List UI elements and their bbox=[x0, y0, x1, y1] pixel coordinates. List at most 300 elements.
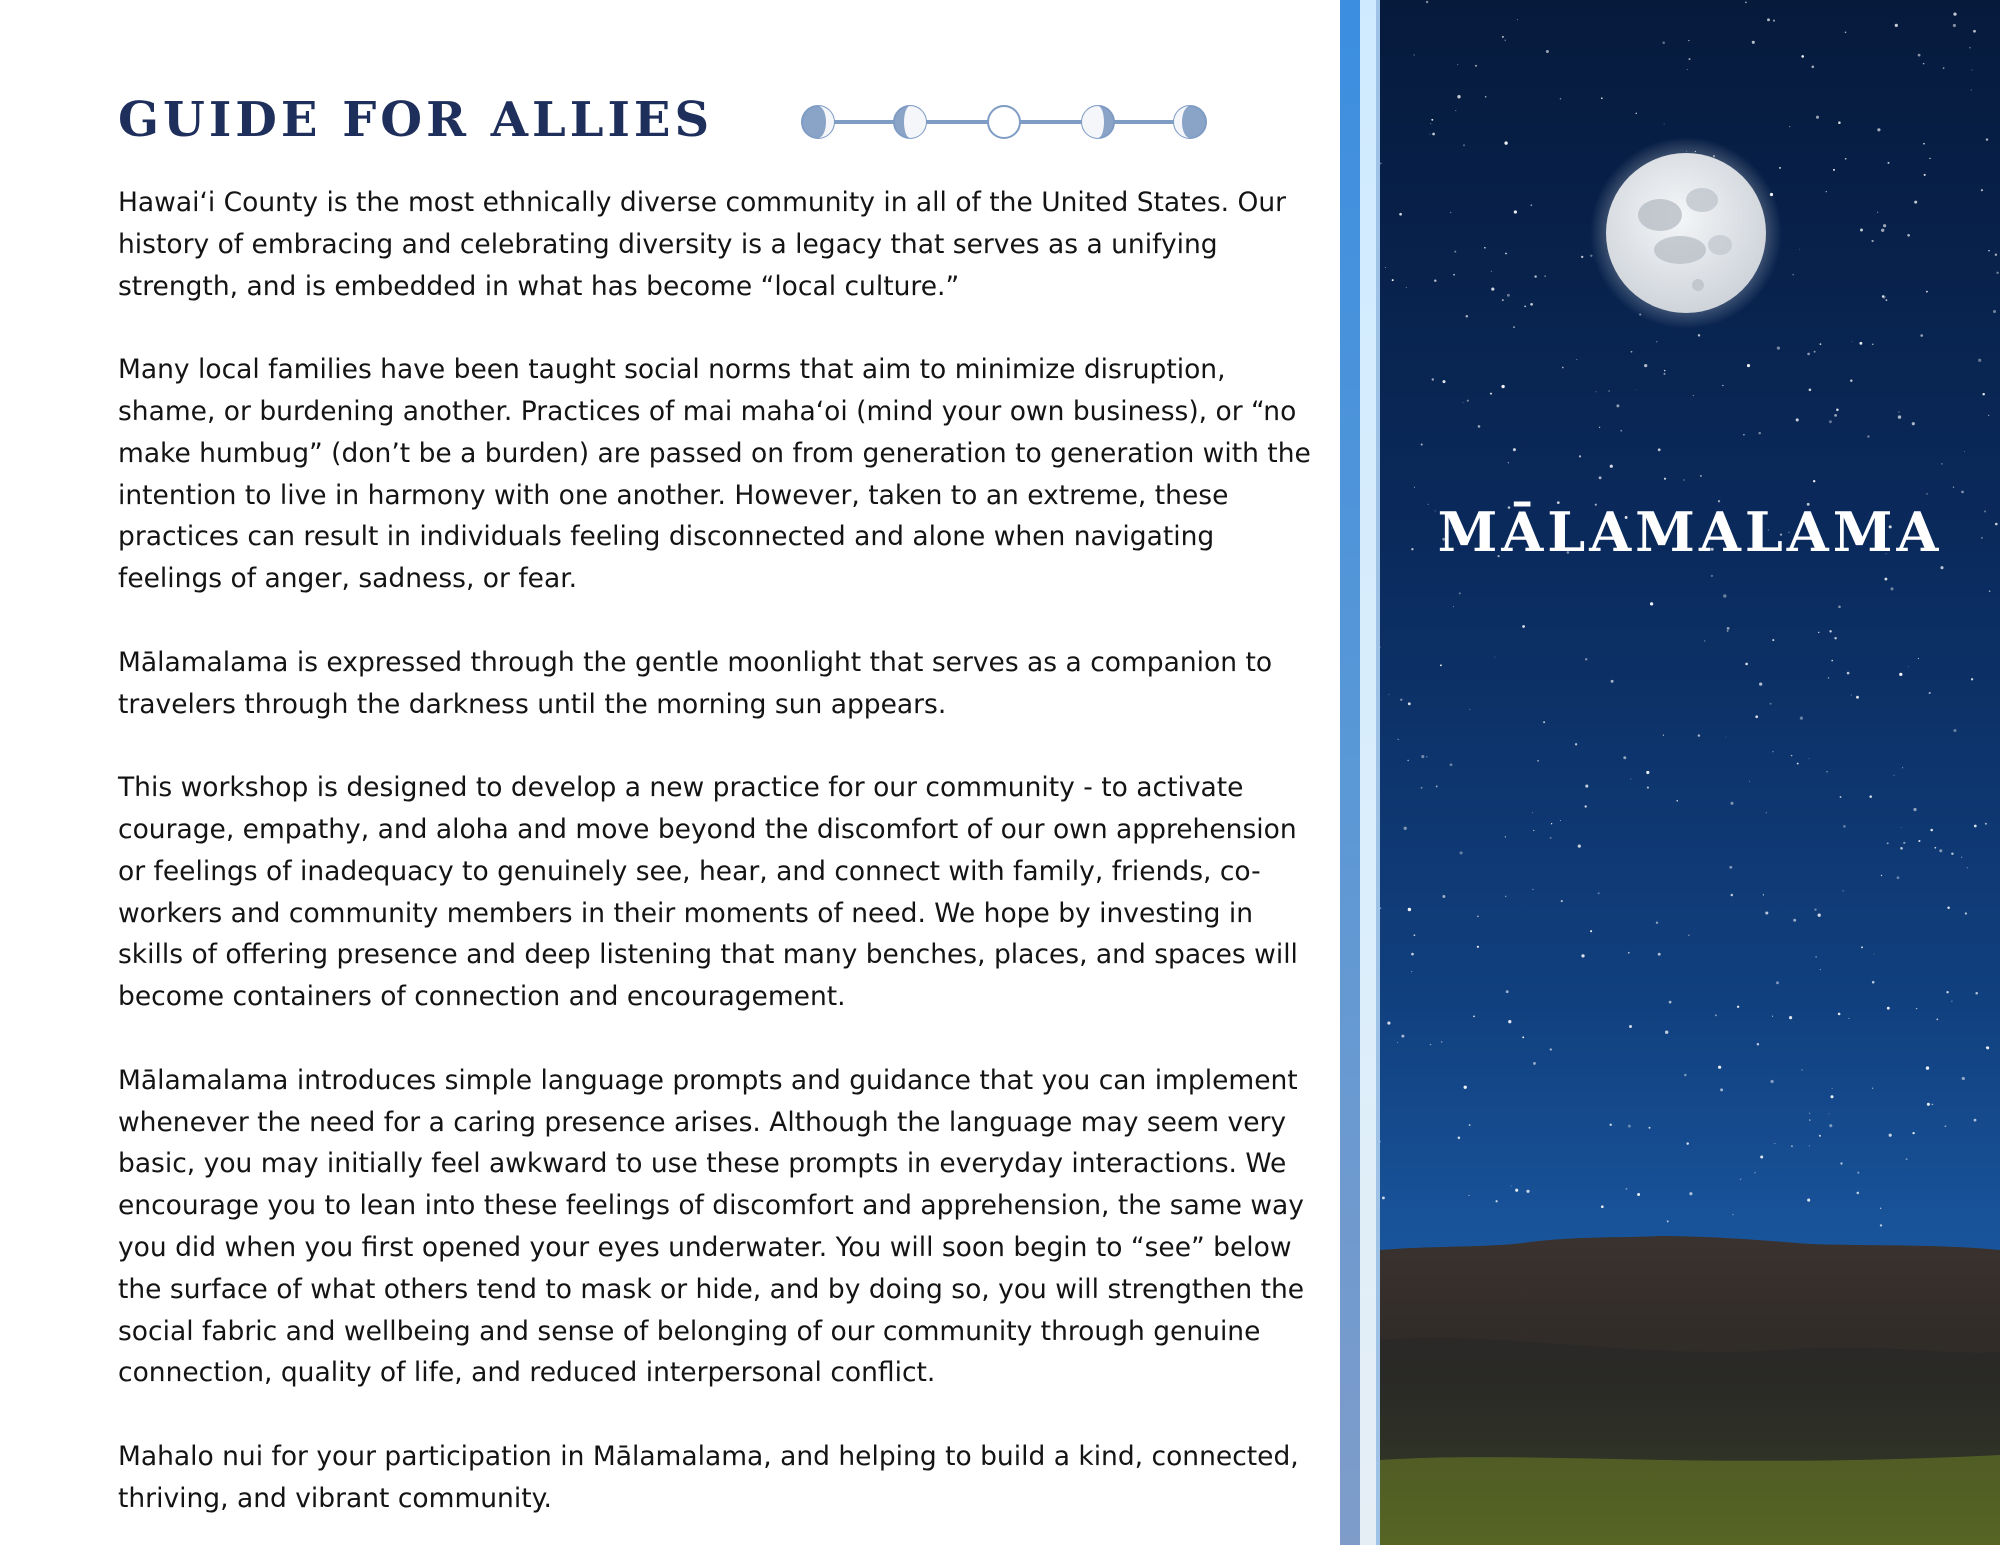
star bbox=[1792, 274, 1794, 276]
star bbox=[1508, 1020, 1511, 1023]
star bbox=[1408, 908, 1411, 911]
star bbox=[1397, 1042, 1398, 1043]
star bbox=[1906, 1158, 1908, 1160]
star bbox=[1793, 919, 1796, 922]
star bbox=[1965, 912, 1967, 914]
star bbox=[1886, 299, 1888, 301]
star bbox=[1800, 716, 1803, 719]
star bbox=[1760, 1156, 1763, 1159]
star bbox=[1434, 279, 1436, 281]
star bbox=[1740, 1179, 1742, 1181]
star bbox=[1914, 201, 1917, 204]
star bbox=[1845, 158, 1847, 160]
star bbox=[1745, 663, 1748, 666]
star bbox=[1676, 800, 1678, 802]
star bbox=[1789, 1016, 1792, 1019]
star bbox=[1818, 632, 1820, 634]
star bbox=[1453, 606, 1454, 607]
star bbox=[1791, 1145, 1793, 1147]
star bbox=[1469, 709, 1470, 710]
star bbox=[1421, 755, 1424, 758]
star bbox=[1978, 359, 1981, 362]
star bbox=[1436, 785, 1438, 787]
star bbox=[1514, 210, 1517, 213]
star bbox=[1767, 18, 1770, 21]
star bbox=[1985, 823, 1987, 825]
star bbox=[1458, 1137, 1461, 1140]
star bbox=[1400, 699, 1402, 701]
star bbox=[1647, 787, 1649, 789]
paragraph-language-prompts: Mālamalama introduces simple language prompts and guidance that you can implement whenever the need for a caring presence arises. Although the language may seem very basic, you may initially feel awkward to use these prompts in everyday interactions. We encourage you to lean into these feelings of discomfort and apprehension, the same way you did when you first opened your eyes underwater. You will soon begin to “see” below the surface of what others tend to mask or hide, and by doing so, you will strengthen the social fabric and wellbeing and sense of belonging of our community through genuine connection, quality of life, and reduced interpersonal conflict. bbox=[118, 1064, 1305, 1389]
star bbox=[1881, 875, 1882, 876]
star bbox=[1501, 385, 1504, 388]
star bbox=[1477, 915, 1479, 917]
star bbox=[1972, 70, 1973, 71]
star bbox=[1926, 1066, 1929, 1069]
star bbox=[1927, 1103, 1930, 1106]
star bbox=[1729, 866, 1732, 869]
star bbox=[1550, 1048, 1552, 1050]
star bbox=[1953, 729, 1956, 732]
star bbox=[1961, 857, 1962, 858]
star bbox=[1813, 480, 1815, 482]
star bbox=[1608, 390, 1610, 392]
star bbox=[1407, 760, 1408, 761]
star bbox=[1662, 41, 1665, 44]
star bbox=[1704, 640, 1706, 642]
star bbox=[1874, 953, 1875, 954]
star bbox=[1887, 162, 1889, 164]
star bbox=[1581, 954, 1584, 957]
star bbox=[1759, 682, 1762, 685]
star bbox=[1901, 827, 1902, 828]
star bbox=[1801, 55, 1804, 58]
star bbox=[1644, 364, 1647, 367]
star bbox=[1754, 1172, 1755, 1173]
star bbox=[1777, 346, 1780, 349]
star bbox=[1907, 234, 1910, 237]
star bbox=[1807, 1199, 1810, 1202]
star bbox=[1609, 1124, 1611, 1126]
star bbox=[1669, 1001, 1672, 1004]
star bbox=[1725, 737, 1726, 738]
star bbox=[1936, 1019, 1938, 1021]
star bbox=[1693, 395, 1694, 396]
star bbox=[1429, 134, 1430, 135]
star bbox=[1939, 849, 1942, 852]
star bbox=[1953, 487, 1954, 488]
star bbox=[1667, 1220, 1669, 1222]
star bbox=[1466, 315, 1469, 318]
star bbox=[1464, 1086, 1467, 1089]
star bbox=[1723, 594, 1726, 597]
star bbox=[1815, 956, 1817, 958]
star bbox=[1828, 1113, 1829, 1114]
star bbox=[1913, 808, 1916, 811]
star bbox=[1665, 1031, 1668, 1034]
star bbox=[1926, 493, 1927, 494]
star bbox=[1430, 1044, 1432, 1046]
star bbox=[1908, 666, 1909, 667]
star bbox=[1610, 465, 1613, 468]
star bbox=[1898, 415, 1901, 418]
star bbox=[1893, 775, 1894, 776]
star bbox=[1526, 1190, 1529, 1193]
star bbox=[1962, 1077, 1965, 1080]
star bbox=[1457, 64, 1458, 65]
star bbox=[1974, 1119, 1977, 1122]
star bbox=[1628, 952, 1630, 954]
star bbox=[1550, 837, 1552, 839]
star bbox=[1637, 1193, 1640, 1196]
star bbox=[1737, 1006, 1739, 1008]
paragraph-moonlight: Mālamalama is expressed through the gentle moonlight that serves as a companion to travelers through the darkness until the morning sun appears. bbox=[118, 646, 1273, 720]
star bbox=[1859, 342, 1862, 345]
star bbox=[1923, 143, 1925, 145]
accent-stripe-blue bbox=[1340, 0, 1360, 1545]
star bbox=[1912, 1132, 1914, 1134]
waxing-gibbous-icon bbox=[802, 106, 834, 138]
star bbox=[1828, 677, 1829, 678]
star bbox=[1551, 823, 1552, 824]
star bbox=[1414, 54, 1415, 55]
star bbox=[1515, 1189, 1518, 1192]
star bbox=[1664, 124, 1665, 125]
star bbox=[1945, 1125, 1947, 1127]
paragraph-intro: Hawaiʻi County is the most ethnically diverse community in all of the United States. Our history of embracing and celebrating diversity is a legacy that serves as a unifying strength, and is embedded in what has become “local culture.” bbox=[118, 187, 1287, 302]
star bbox=[1411, 971, 1412, 972]
night-sky-illustration bbox=[1380, 0, 2000, 1545]
star bbox=[1895, 24, 1898, 27]
star bbox=[1460, 851, 1463, 854]
star bbox=[1889, 1134, 1892, 1137]
star bbox=[1851, 695, 1852, 696]
star bbox=[1467, 400, 1469, 402]
star bbox=[1926, 291, 1928, 293]
star bbox=[1598, 892, 1600, 894]
star bbox=[1505, 896, 1507, 898]
star bbox=[1749, 781, 1750, 782]
star bbox=[1544, 276, 1545, 277]
star bbox=[1631, 351, 1633, 353]
star bbox=[1745, 1, 1747, 3]
star bbox=[1986, 1047, 1987, 1048]
star bbox=[1561, 900, 1563, 902]
star bbox=[1974, 825, 1977, 828]
star bbox=[1727, 627, 1730, 630]
star bbox=[1450, 763, 1453, 766]
star bbox=[1442, 895, 1445, 898]
star bbox=[1491, 271, 1492, 272]
star bbox=[1727, 630, 1729, 632]
star bbox=[1686, 1142, 1688, 1144]
star bbox=[1688, 40, 1689, 41]
star bbox=[1715, 1014, 1717, 1016]
star bbox=[1440, 664, 1442, 666]
star bbox=[1871, 240, 1873, 242]
star bbox=[1779, 167, 1781, 169]
star bbox=[1463, 402, 1464, 403]
body-text bbox=[118, 182, 1318, 1561]
star bbox=[1872, 981, 1875, 984]
star bbox=[1562, 367, 1564, 369]
star bbox=[1484, 247, 1486, 249]
star bbox=[1771, 1080, 1774, 1083]
star bbox=[1832, 1088, 1833, 1089]
star bbox=[1946, 991, 1948, 993]
star bbox=[1820, 343, 1822, 345]
star bbox=[1623, 756, 1626, 759]
star bbox=[1454, 251, 1456, 253]
star bbox=[1796, 418, 1799, 421]
star bbox=[1532, 812, 1533, 813]
star bbox=[1599, 476, 1602, 479]
star bbox=[1649, 1127, 1651, 1129]
star bbox=[1951, 852, 1953, 854]
star bbox=[1485, 96, 1487, 98]
star bbox=[1508, 462, 1509, 463]
last-quarter-icon bbox=[1082, 106, 1114, 138]
star bbox=[1877, 212, 1878, 213]
star bbox=[1630, 779, 1631, 780]
star bbox=[1502, 299, 1504, 301]
star bbox=[1646, 771, 1649, 774]
star bbox=[1988, 415, 1989, 416]
star bbox=[1596, 391, 1597, 392]
star bbox=[1522, 625, 1525, 628]
star bbox=[1834, 414, 1837, 417]
first-quarter-icon bbox=[894, 106, 926, 138]
star bbox=[1755, 715, 1758, 718]
star bbox=[1834, 637, 1836, 639]
star bbox=[1872, 1088, 1873, 1089]
star bbox=[1850, 379, 1852, 381]
page-title: GUIDE FOR ALLIES bbox=[118, 92, 714, 148]
star bbox=[1532, 889, 1534, 891]
star bbox=[1585, 785, 1588, 788]
star bbox=[1522, 1036, 1524, 1038]
star bbox=[1809, 1119, 1811, 1121]
moon-phases-divider bbox=[798, 102, 1210, 142]
star bbox=[1887, 1007, 1890, 1010]
star bbox=[1897, 876, 1900, 879]
star bbox=[1902, 767, 1903, 768]
star bbox=[1401, 1035, 1404, 1038]
star bbox=[1543, 721, 1545, 723]
star bbox=[1585, 805, 1587, 807]
star bbox=[1747, 364, 1750, 367]
star bbox=[1833, 169, 1835, 171]
star bbox=[1789, 126, 1790, 127]
star bbox=[1826, 771, 1827, 772]
star bbox=[1842, 890, 1843, 891]
star bbox=[1629, 1025, 1632, 1028]
star bbox=[1918, 658, 1919, 659]
star bbox=[1590, 255, 1592, 257]
star bbox=[1752, 41, 1755, 44]
star bbox=[1601, 97, 1603, 99]
star bbox=[1426, 1, 1428, 3]
star bbox=[1971, 678, 1973, 680]
star bbox=[1940, 566, 1943, 569]
star bbox=[1530, 303, 1533, 306]
star bbox=[1988, 250, 1989, 251]
star bbox=[1453, 274, 1455, 276]
paragraph-social-norms: Many local families have been taught social norms that aim to minimize disruption, shame, or burdening another. Practices of mai mahaʻoi (mind your own business), or “no make humbug” (don’t be a burden) are passed on from generation to generation with the intention to live in harmony with one another. However, taken to an extreme, these practices can result in individuals feeling disconnected and alone when navigating feelings of anger, sadness, or fear. bbox=[118, 354, 1311, 595]
star bbox=[1442, 380, 1445, 383]
star bbox=[1996, 272, 1998, 274]
star bbox=[1986, 138, 1988, 140]
star bbox=[1801, 1069, 1802, 1070]
star bbox=[1799, 249, 1800, 250]
star bbox=[1770, 703, 1772, 705]
star bbox=[1961, 491, 1964, 494]
star bbox=[1819, 1135, 1821, 1137]
star bbox=[1473, 1016, 1475, 1018]
star bbox=[1812, 66, 1815, 69]
star bbox=[1887, 842, 1889, 844]
star bbox=[1404, 827, 1407, 830]
star bbox=[1971, 89, 1972, 90]
star bbox=[1733, 1214, 1734, 1215]
star bbox=[1432, 378, 1434, 380]
star bbox=[1860, 229, 1863, 232]
star bbox=[1459, 592, 1461, 594]
star bbox=[1898, 411, 1899, 412]
star bbox=[1698, 334, 1700, 336]
star bbox=[1658, 448, 1661, 451]
star bbox=[1382, 1196, 1385, 1199]
star bbox=[1636, 389, 1637, 390]
star bbox=[1664, 478, 1666, 480]
star bbox=[1840, 1162, 1842, 1164]
star bbox=[1967, 867, 1968, 868]
star bbox=[1507, 294, 1510, 297]
side-panel-title: MĀLAMALAMA bbox=[1437, 500, 1943, 564]
star bbox=[1502, 36, 1504, 38]
star bbox=[1883, 224, 1886, 227]
accent-stripe-light bbox=[1360, 0, 1376, 1545]
star bbox=[1513, 326, 1515, 328]
star bbox=[1469, 1124, 1471, 1126]
star bbox=[1477, 946, 1479, 948]
star bbox=[1650, 602, 1653, 605]
star bbox=[1924, 174, 1926, 176]
star bbox=[1929, 158, 1930, 159]
star bbox=[1687, 69, 1688, 70]
star bbox=[1840, 796, 1842, 798]
star bbox=[1684, 479, 1685, 480]
star bbox=[1995, 254, 1997, 256]
star bbox=[1776, 981, 1779, 984]
star bbox=[1772, 751, 1773, 752]
star bbox=[1774, 1143, 1775, 1144]
star bbox=[1408, 702, 1411, 705]
star bbox=[1912, 422, 1915, 425]
star bbox=[1772, 1016, 1773, 1017]
star bbox=[1620, 430, 1622, 432]
star bbox=[1807, 353, 1810, 356]
star bbox=[1934, 847, 1936, 849]
paragraph-workshop: This workshop is designed to develop a new practice for our community - to activate courage, empathy, and aloha and move beyond the discomfort of our own apprehension or feelings of inadequacy to genuinely see, hear, and connect with family, friends, co-workers and community members in their moments of need. We hope by investing in skills of offering presence and deep listening that many benches, places, and spaces will become containers of connection and encouragement. bbox=[118, 772, 1298, 1013]
star bbox=[1385, 267, 1386, 268]
star bbox=[1585, 658, 1587, 660]
star bbox=[1513, 448, 1516, 451]
star bbox=[1890, 587, 1893, 590]
star bbox=[1414, 487, 1415, 488]
star bbox=[1537, 760, 1539, 762]
star bbox=[1838, 121, 1841, 124]
star bbox=[1380, 1141, 1381, 1143]
star bbox=[1809, 1113, 1810, 1114]
star bbox=[1989, 590, 1991, 592]
star bbox=[1494, 657, 1495, 658]
star bbox=[1916, 1008, 1917, 1009]
star bbox=[1763, 894, 1764, 895]
star bbox=[1847, 672, 1850, 675]
star bbox=[1392, 279, 1394, 281]
star bbox=[1730, 802, 1733, 805]
waning-gibbous-icon bbox=[1174, 106, 1206, 138]
night-sky-full-moon-icon bbox=[1380, 0, 2000, 1545]
star bbox=[1884, 578, 1887, 581]
star bbox=[1663, 373, 1665, 375]
star bbox=[1534, 275, 1536, 277]
star bbox=[1877, 128, 1880, 131]
star bbox=[1797, 763, 1799, 765]
star bbox=[1636, 113, 1637, 114]
star bbox=[1560, 820, 1561, 821]
star bbox=[1628, 1125, 1631, 1128]
star bbox=[1722, 385, 1723, 386]
star bbox=[1900, 847, 1903, 850]
star bbox=[1663, 735, 1664, 736]
star bbox=[1599, 427, 1600, 428]
star bbox=[1689, 1192, 1692, 1195]
star bbox=[1809, 1145, 1810, 1146]
star bbox=[1964, 451, 1965, 452]
star bbox=[1578, 844, 1581, 847]
star bbox=[1430, 123, 1431, 124]
star bbox=[1575, 743, 1577, 745]
star bbox=[1504, 141, 1507, 144]
star bbox=[1626, 1188, 1628, 1190]
full-moon-icon bbox=[988, 106, 1020, 138]
star bbox=[1969, 47, 1970, 48]
star bbox=[1688, 58, 1690, 60]
star bbox=[1941, 463, 1943, 465]
star bbox=[1836, 409, 1839, 412]
star bbox=[1903, 842, 1905, 844]
star bbox=[1826, 191, 1827, 192]
star bbox=[1882, 295, 1884, 297]
star bbox=[1766, 812, 1767, 813]
star bbox=[1929, 693, 1930, 694]
star bbox=[1576, 359, 1577, 360]
star bbox=[1611, 680, 1614, 683]
star bbox=[1506, 990, 1509, 993]
star bbox=[1820, 969, 1821, 970]
star bbox=[1838, 1013, 1841, 1016]
star bbox=[1684, 1074, 1687, 1077]
star bbox=[1975, 992, 1978, 995]
star bbox=[1406, 287, 1407, 288]
star bbox=[1441, 1041, 1443, 1043]
star bbox=[1510, 1185, 1511, 1186]
star bbox=[1505, 40, 1506, 41]
star bbox=[1664, 370, 1665, 371]
star bbox=[1380, 162, 1382, 164]
